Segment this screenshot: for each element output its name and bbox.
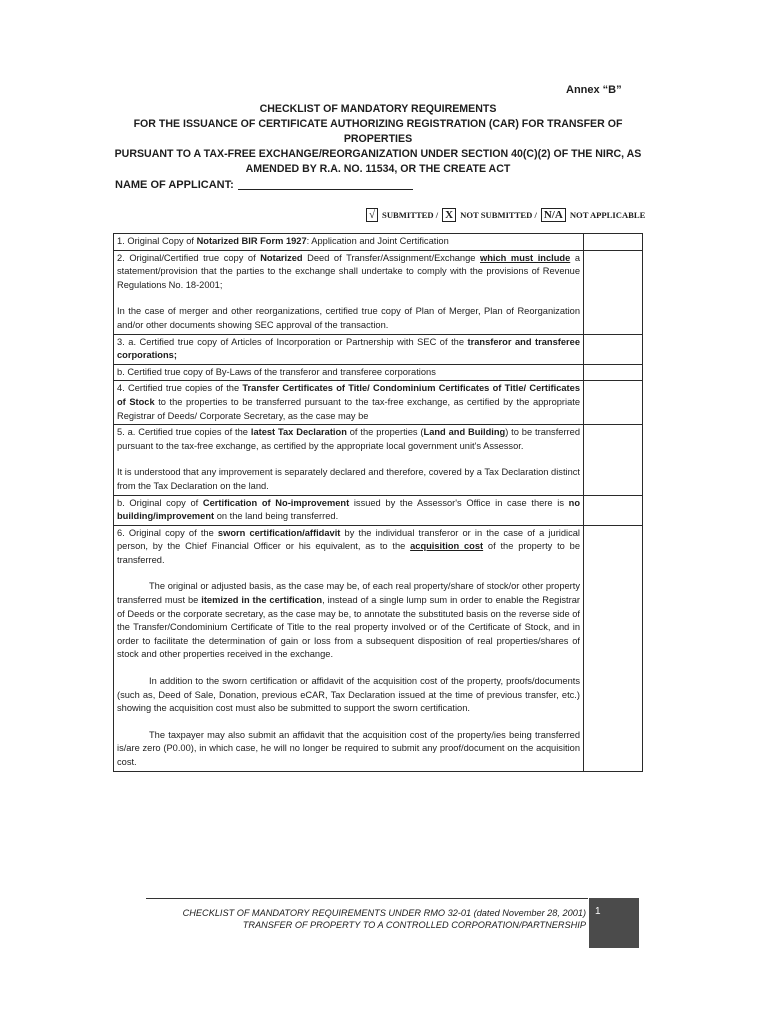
checkbox-cell[interactable]	[584, 364, 643, 381]
requirement-text: on the land being transferred.	[214, 511, 339, 522]
requirement-paragraph	[117, 580, 580, 662]
requirement-cell	[114, 381, 584, 425]
document-title	[108, 102, 648, 177]
requirements-table	[113, 233, 643, 772]
na-label: NOT APPLICABLE	[569, 210, 646, 220]
requirement-text: a statement/provision that the parties to the exchange shall undertake to comply with the provisions of Revenue Regulations No. 18-2001;	[117, 252, 580, 290]
requirement-cell	[114, 525, 584, 771]
requirement-text: 3. a. Certified true copy of Articles of Incorporation or Partnership with SEC of the	[117, 336, 468, 347]
table-row	[114, 334, 643, 364]
table-row	[114, 495, 643, 525]
footer-text	[146, 899, 588, 931]
table-row	[114, 425, 643, 495]
requirement-text: : Application and Joint Certification	[306, 236, 449, 246]
table-row	[114, 381, 643, 425]
table-row	[114, 525, 643, 771]
checkbox-cell[interactable]	[584, 250, 643, 334]
title-line: AMENDED BY R.A. NO. 11534, OR THE CREATE ACT	[245, 163, 511, 175]
requirement-cell	[114, 334, 584, 364]
requirement-text: 1. Original Copy of	[117, 236, 197, 246]
title-line: FOR THE ISSUANCE OF CERTIFICATE AUTHORIZING REGISTRATION (CAR) FOR TRANSFER OF PROPERTIES	[133, 118, 623, 145]
requirement-paragraph: It is understood that any improvement is separately declared and therefore, covered by a Tax Declaration distinct from the Tax Declaration on the land.	[117, 467, 580, 491]
requirement-paragraph: The taxpayer may also submit an affidavit that the acquisition cost of the property/ies being transferred is/are zero (P0.00), in which case, he will no longer be required to submit any proof/document on the acquisition cost.	[117, 729, 580, 767]
na-mark: N/A	[541, 208, 566, 222]
title-line: CHECKLIST OF MANDATORY REQUIREMENTS	[259, 103, 497, 115]
requirement-underlined: acquisition cost	[410, 541, 484, 552]
page-footer	[146, 898, 588, 931]
requirement-text: 4. Certified true copies of the	[117, 383, 243, 394]
requirement-underlined: which must include	[480, 252, 571, 263]
requirement-paragraph	[117, 527, 580, 568]
requirement-bold: no building/improvement	[117, 497, 581, 522]
requirement-bold: itemized in the certification	[201, 595, 323, 606]
checkbox-cell[interactable]	[584, 525, 643, 771]
requirement-text: The original or adjusted basis, as the case may be, of each real property/share of stock/or other property transferred must be	[117, 581, 580, 606]
checkbox-cell[interactable]	[584, 425, 643, 495]
page-number: 1	[595, 906, 601, 917]
not-submitted-label: NOT SUBMITTED /	[460, 210, 537, 220]
requirement-cell: b. Certified true copy of By-Laws of the transferor and transferee corporations	[114, 364, 584, 381]
requirement-text: ) to be transferred pursuant to the tax-free exchange, as certified by the appropriate local government unit's Assessor.	[117, 427, 580, 451]
requirement-text: 5. a. Certified true copies of the	[117, 427, 251, 438]
table-row	[114, 234, 643, 251]
checkbox-cell[interactable]	[584, 234, 643, 251]
requirement-paragraph	[117, 252, 580, 293]
checkbox-cell[interactable]	[584, 334, 643, 364]
requirement-bold: Notarized	[260, 252, 303, 263]
requirement-text: of the property to be transferred.	[117, 541, 580, 565]
checkbox-cell[interactable]	[584, 381, 643, 425]
submitted-mark: √	[366, 208, 378, 222]
requirement-paragraph: In the case of merger and other reorganizations, certified true copy of Plan of Merger, Plan of Reorganization and/or other documents showing SEC approval of the transaction.	[117, 306, 580, 330]
requirement-paragraph: In addition to the sworn certification or affidavit of the acquisition cost of the property, proofs/documents (such as, Deed of Sale, Donation, previous eCAR, Tax Declaration issued at the time of previous transfer, etc.) showing the acquisition cost must also be submitted to support the sworn certification.	[117, 676, 580, 714]
requirement-text: Deed of Transfer/Assignment/Exchange	[302, 252, 481, 263]
title-line: PURSUANT TO A TAX-FREE EXCHANGE/REORGANIZATION UNDER SECTION 40(C)(2) OF THE NIRC, AS	[114, 148, 642, 160]
table-row	[114, 364, 643, 381]
requirement-text: b. Original copy of	[117, 497, 203, 508]
requirement-bold: transferor and transferee corporations;	[117, 336, 580, 361]
requirement-text: of the properties (	[346, 427, 424, 438]
requirement-bold: Certification of No-improvement	[202, 497, 350, 508]
requirement-bold: Notarized BIR Form 1927	[196, 236, 307, 246]
footer-line: TRANSFER OF PROPERTY TO A CONTROLLED CORPORATION/PARTNERSHIP	[242, 920, 586, 930]
requirement-bold: latest Tax Declaration	[250, 427, 347, 438]
page-number-box	[589, 898, 639, 948]
not-submitted-mark: X	[442, 208, 456, 222]
requirement-paragraph	[117, 426, 580, 453]
footer-line: CHECKLIST OF MANDATORY REQUIREMENTS UNDER RMO 32-01 (dated November 28, 2001)	[182, 908, 586, 918]
requirement-text: to the properties to be transferred pursuant to the tax-free exchange, as certified by the appropriate Registrar of Deeds/ Corporate Secretary, as the case may be	[117, 396, 580, 421]
checkbox-cell[interactable]	[584, 495, 643, 525]
requirement-bold: Land and Building	[423, 427, 506, 438]
requirement-text: 2. Original/Certified true copy of	[117, 252, 261, 263]
requirement-text: , instead of a single lump sum in order to enable the Registrar of Deeds or the corporate secretary, as the case may be, to annotate the substituted basis on the reverse side of the Transfer/Condominium Certificate of Title to the real property involved or of the Certificate of Stock, and in order to facilitate the determination of gain or loss from a subsequent disposition of real properties/shares of stock and other properties received in the exchange.	[117, 595, 580, 660]
annex-label: Annex “B”	[566, 84, 622, 96]
table-row	[114, 250, 643, 334]
requirement-bold: Transfer Certificates of Title/ Condominium Certificates of Title/ Certificates of Stock	[117, 383, 580, 407]
applicant-blank-line[interactable]	[238, 179, 413, 190]
submitted-label: SUBMITTED /	[382, 210, 439, 220]
requirement-text: 6. Original copy of the	[117, 527, 218, 538]
applicant-field	[115, 179, 413, 191]
legend	[366, 208, 645, 222]
applicant-label: NAME OF APPLICANT:	[115, 179, 234, 191]
requirement-cell	[114, 495, 584, 525]
requirement-cell	[114, 234, 584, 251]
requirement-cell	[114, 250, 584, 334]
requirement-cell	[114, 425, 584, 495]
requirement-text: issued by the Assessor's Office in case there is	[349, 497, 569, 508]
requirement-text: by the individual transferor or in the case of a juridical person, by the Chief Financial Officer or his equivalent, as to the	[117, 527, 580, 552]
requirement-bold: sworn certification/affidavit	[217, 527, 341, 538]
